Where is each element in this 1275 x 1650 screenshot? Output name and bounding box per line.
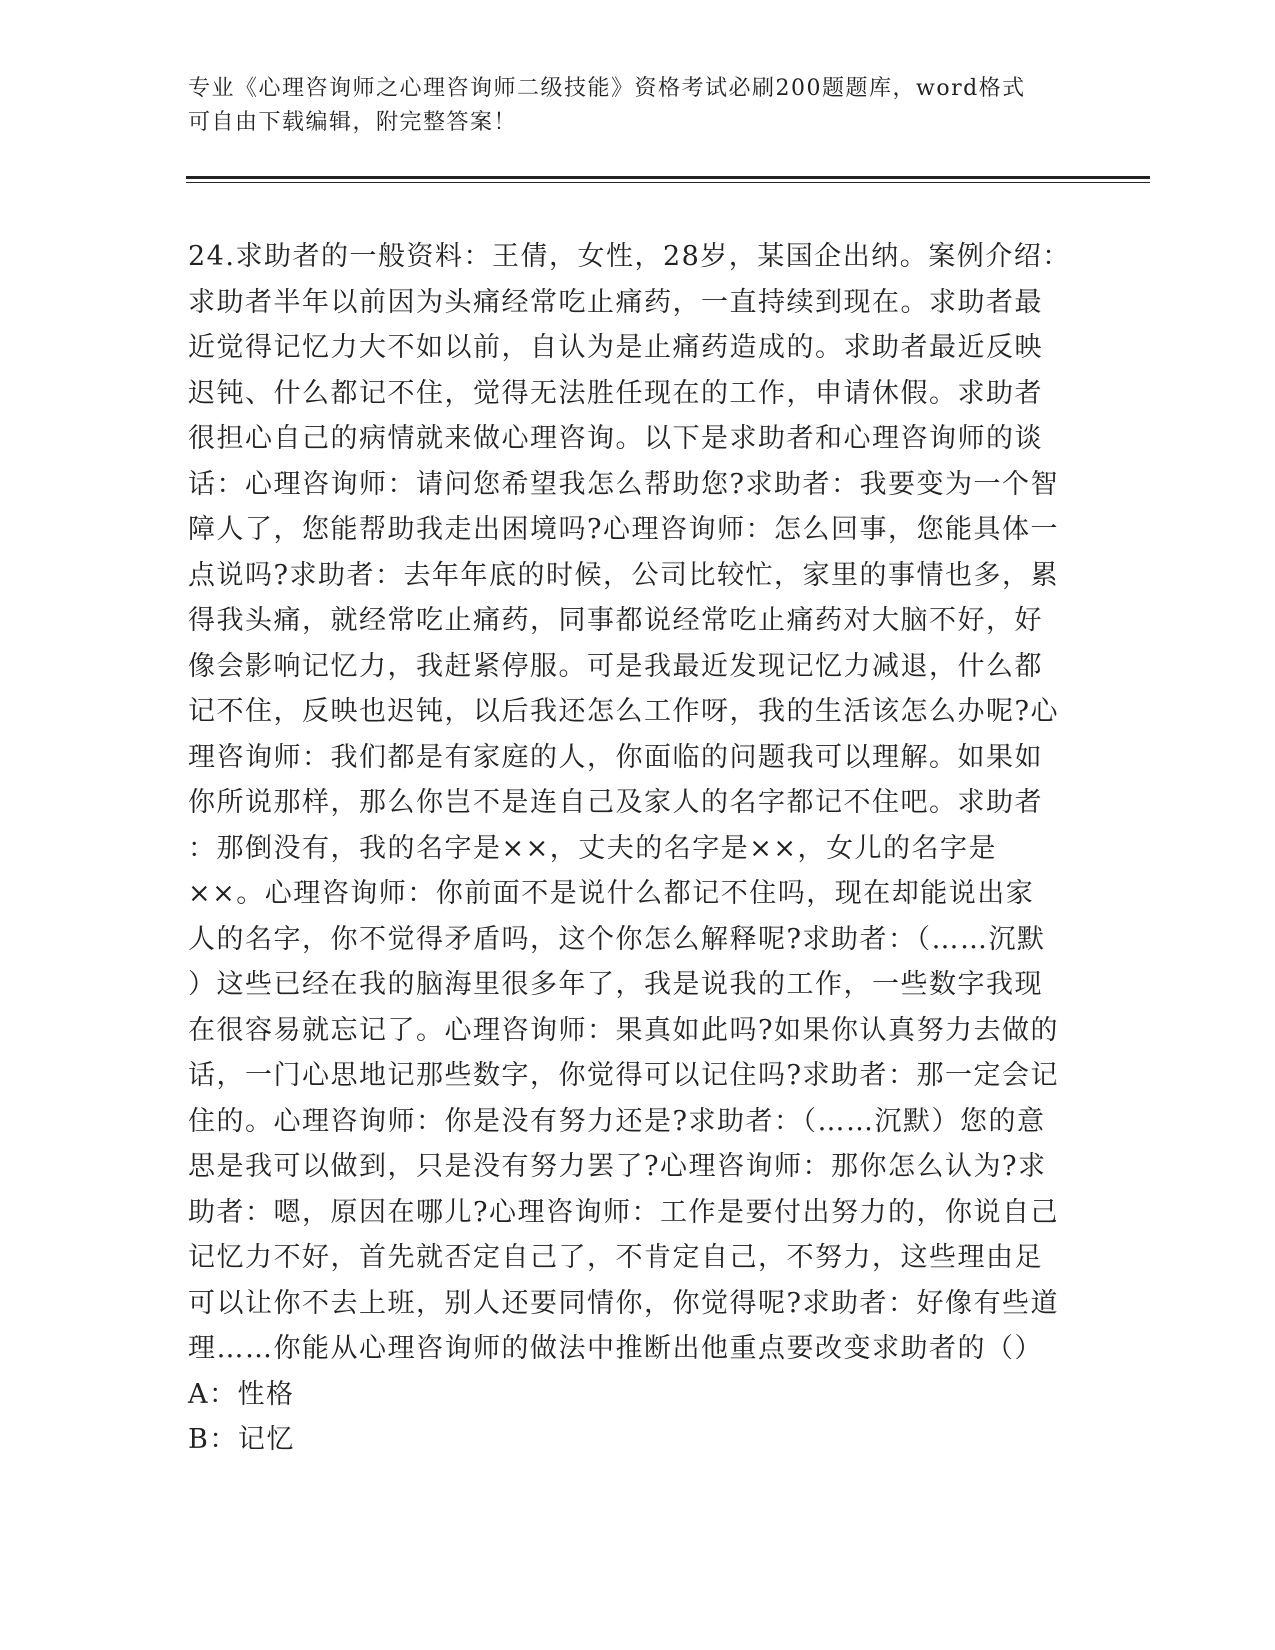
question-text-line: 近觉得记忆力大不如以前，自认为是止痛药造成的。求助者最近反映 <box>188 332 1043 363</box>
question-text-line: 迟钝、什么都记不住，觉得无法胜任现在的工作，申请休假。求助者 <box>188 377 1043 409</box>
option-b: B：记忆 <box>188 1424 295 1455</box>
question-text-line: 在很容易就忘记了。心理咨询师：果真如此吗?如果你认真努力去做的 <box>188 1014 1059 1046</box>
header-divider-thin <box>186 182 1150 183</box>
question-text-line: 思是我可以做到，只是没有努力罢了?心理咨询师：那你怎么认为?求 <box>188 1151 1047 1182</box>
question-text-line: 24.求助者的一般资料：王倩，女性，28岁，某国企出纳。案例介绍： <box>188 241 1071 272</box>
question-text-line: 理咨询师：我们都是有家庭的人，你面临的问题我可以理解。如果如 <box>188 741 1043 773</box>
question-text-line: 人的名字，你不觉得矛盾吗，这个你怎么解释呢?求助者：（……沉默 <box>188 923 1046 955</box>
question-text-line: 住的。心理咨询师：你是没有努力还是?求助者：（……沉默）您的意 <box>188 1105 1046 1137</box>
question-text-line: 求助者半年以前因为头痛经常吃止痛药，一直持续到现在。求助者最 <box>188 286 1043 318</box>
option-a: A：性格 <box>188 1378 295 1410</box>
question-text-line: 话：心理咨询师：请问您希望我怎么帮助您?求助者：我要变为一个智 <box>188 468 1059 500</box>
question-text-line: 点说吗?求助者：去年年底的时候，公司比较忙，家里的事情也多，累 <box>188 559 1059 591</box>
question-text-line: ××。心理咨询师：你前面不是说什么都记不住吗，现在却能说出家 <box>188 878 1035 909</box>
question-text-line: 得我头痛，就经常吃止痛药，同事都说经常吃止痛药对大脑不好，好 <box>188 605 1043 636</box>
header-line-2: 可自由下载编辑，附完整答案！ <box>188 110 518 135</box>
question-text-line: ：那倒没有，我的名字是××，丈夫的名字是××，女儿的名字是 <box>188 832 997 864</box>
question-text-line: 像会影响记忆力，我赶紧停服。可是我最近发现记忆力减退，什么都 <box>188 650 1043 682</box>
question-block <box>188 234 1088 1463</box>
question-text-line: 理……你能从心理咨询师的做法中推断出他重点要改变求助者的（） <box>188 1333 1043 1364</box>
question-text-line: 记忆力不好，首先就否定自己了，不肯定自己，不努力，这些理由足 <box>188 1242 1043 1273</box>
header-divider-thick <box>186 176 1150 179</box>
header-line-1: 专业《心理咨询师之心理咨询师二级技能》资格考试必刷200题题库，word格式 <box>188 76 1026 101</box>
question-text-line: 你所说那样，那么你岂不是连自己及家人的名字都记不住吧。求助者 <box>188 787 1043 818</box>
question-text-line: 很担心自己的病情就来做心理咨询。以下是求助者和心理咨询师的谈 <box>188 423 1043 454</box>
question-text-line: 可以让你不去上班，别人还要同情你，你觉得呢?求助者：好像有些道 <box>188 1287 1059 1319</box>
question-text-line: 话，一门心思地记那些数字，你觉得可以记住吗?求助者：那一定会记 <box>188 1060 1059 1091</box>
question-text-line: 记不住，反映也迟钝，以后我还怎么工作呀，我的生活该怎么办呢?心 <box>188 696 1059 727</box>
question-text-line: ）这些已经在我的脑海里很多年了，我是说我的工作，一些数字我现 <box>188 969 1043 1000</box>
question-text-line: 助者：嗯，原因在哪儿?心理咨询师：工作是要付出努力的，你说自己 <box>188 1196 1059 1228</box>
page-header <box>188 72 1068 140</box>
question-text-line: 障人了，您能帮助我走出困境吗?心理咨询师：怎么回事，您能具体一 <box>188 514 1059 545</box>
